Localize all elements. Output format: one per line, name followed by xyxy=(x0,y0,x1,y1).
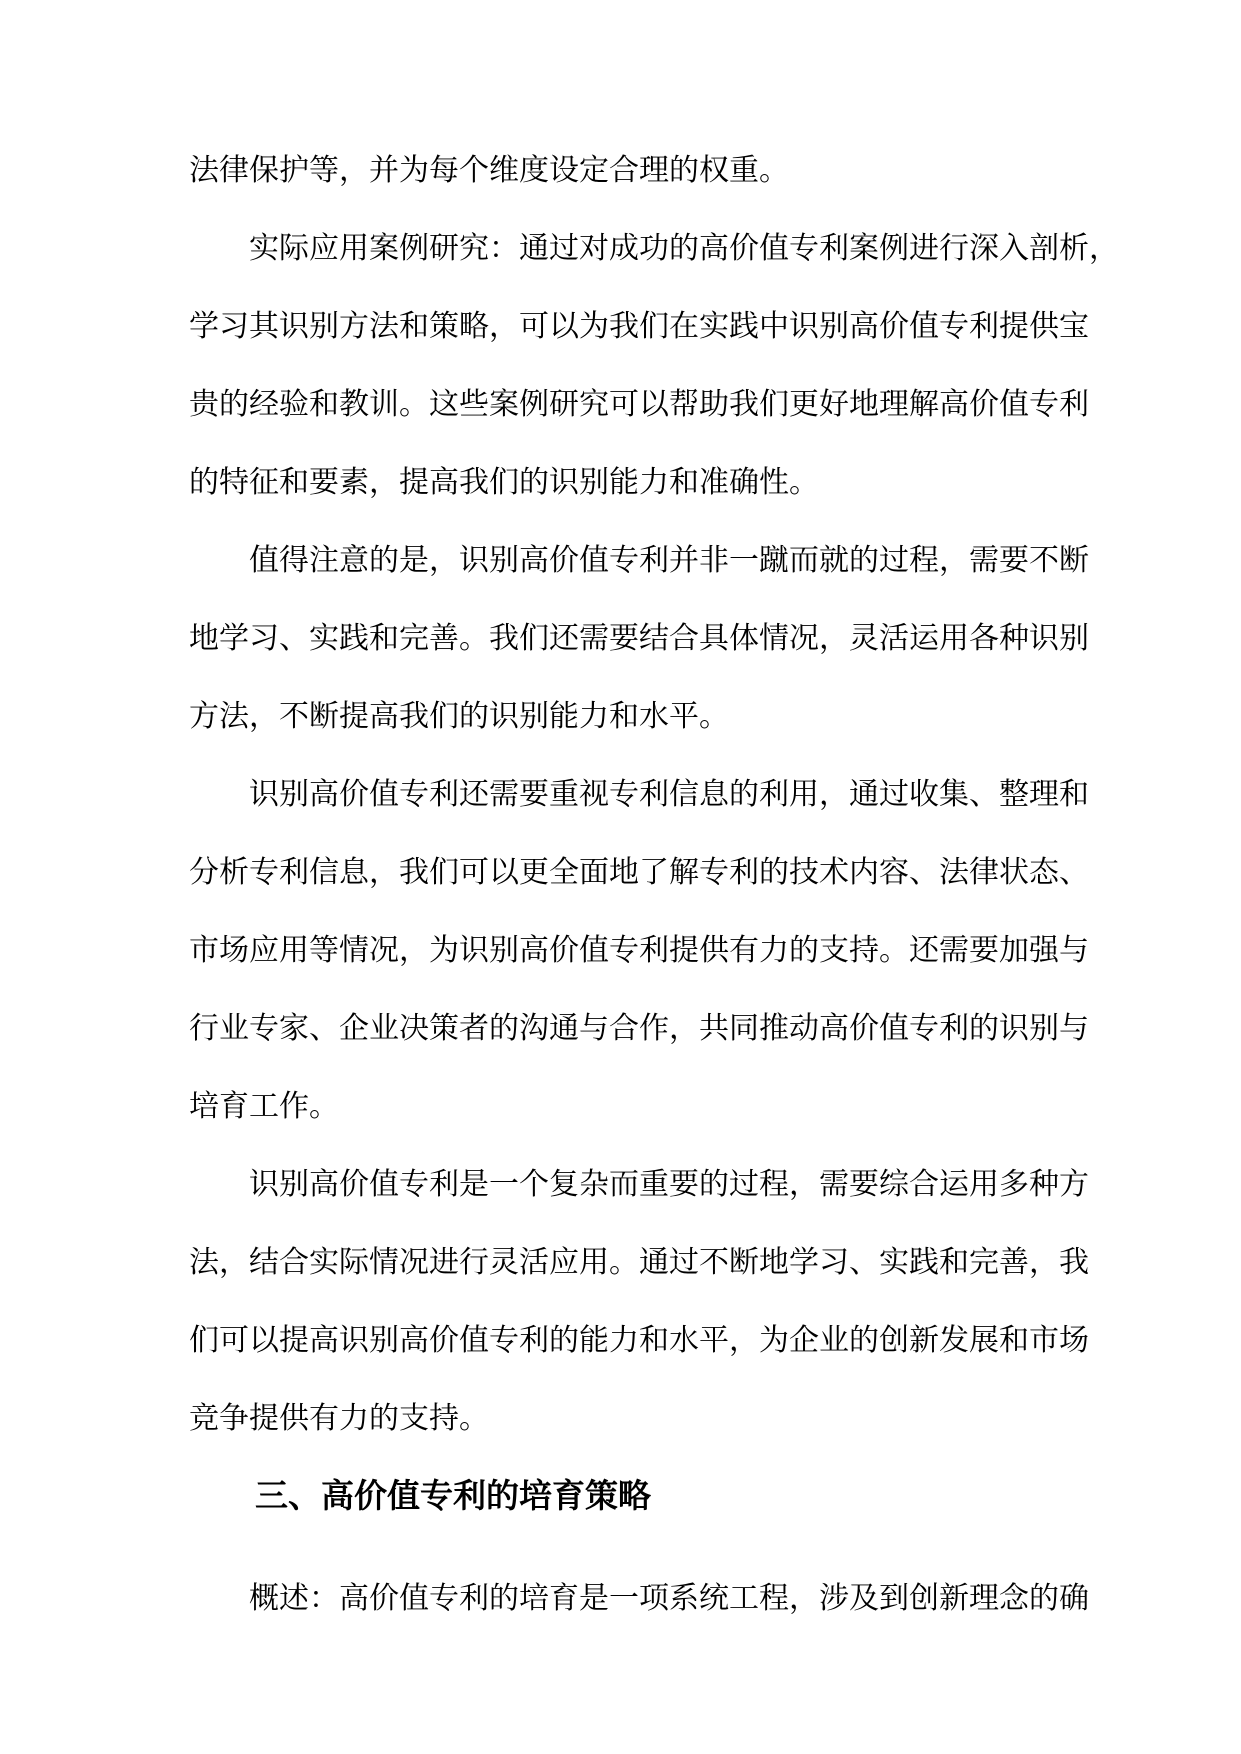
paragraph-line: 方法，不断提高我们的识别能力和水平。 xyxy=(189,699,729,734)
paragraph-line: 识别高价值专利还需要重视专利信息的利用，通过收集、整理和 xyxy=(249,777,1089,812)
paragraph-line: 地学习、实践和完善。我们还需要结合具体情况，灵活运用各种识别 xyxy=(189,621,1089,656)
section-heading: 三、高价值专利的培育策略 xyxy=(255,1476,651,1515)
paragraph-line: 培育工作。 xyxy=(189,1089,339,1124)
paragraph-line: 法律保护等，并为每个维度设定合理的权重。 xyxy=(189,153,789,188)
paragraph-line: 市场应用等情况，为识别高价值专利提供有力的支持。还需要加强与 xyxy=(189,933,1089,968)
paragraph-line: 值得注意的是，识别高价值专利并非一蹴而就的过程，需要不断 xyxy=(249,543,1089,578)
paragraph-line: 实际应用案例研究：通过对成功的高价值专利案例进行深入剖析， xyxy=(249,231,1119,266)
paragraph-line: 贵的经验和教训。这些案例研究可以帮助我们更好地理解高价值专利 xyxy=(189,387,1089,422)
paragraph-line: 学习其识别方法和策略，可以为我们在实践中识别高价值专利提供宝 xyxy=(189,309,1089,344)
paragraph-line: 法，结合实际情况进行灵活应用。通过不断地学习、实践和完善，我 xyxy=(189,1245,1089,1280)
paragraph-line: 行业专家、企业决策者的沟通与合作，共同推动高价值专利的识别与 xyxy=(189,1011,1089,1046)
paragraph-line: 竞争提供有力的支持。 xyxy=(189,1401,489,1436)
paragraph-line: 的特征和要素，提高我们的识别能力和准确性。 xyxy=(189,465,819,500)
paragraph-line: 识别高价值专利是一个复杂而重要的过程，需要综合运用多种方 xyxy=(249,1167,1089,1202)
paragraph-line: 分析专利信息，我们可以更全面地了解专利的技术内容、法律状态、 xyxy=(189,855,1089,890)
paragraph-line: 概述：高价值专利的培育是一项系统工程，涉及到创新理念的确 xyxy=(249,1581,1089,1616)
paragraph-line: 们可以提高识别高价值专利的能力和水平，为企业的创新发展和市场 xyxy=(189,1323,1089,1358)
